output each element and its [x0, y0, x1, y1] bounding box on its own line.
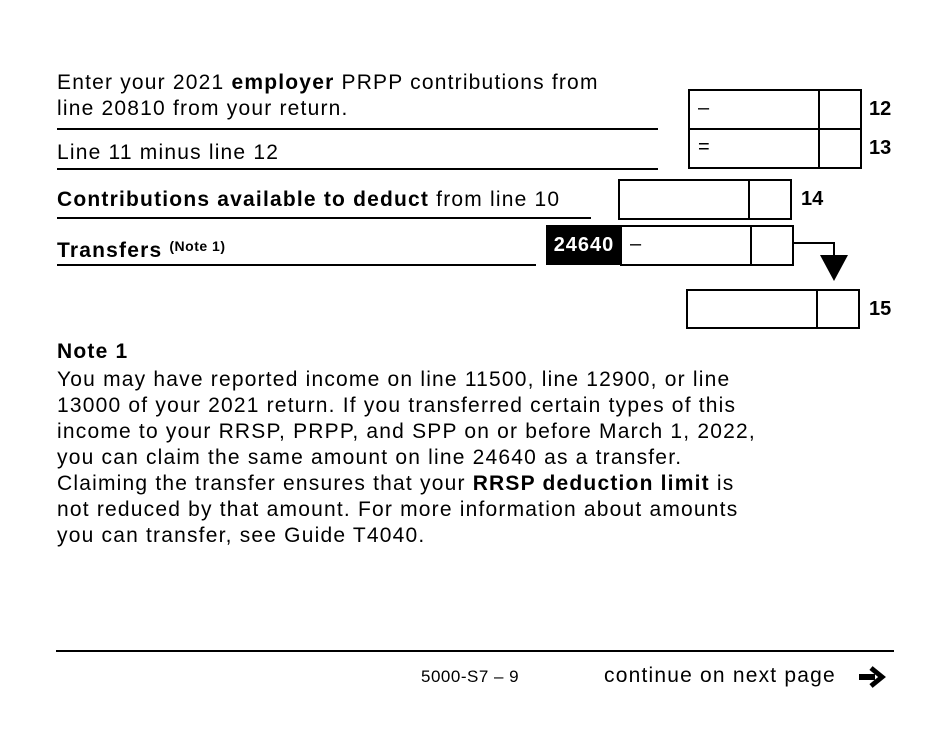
line14-underline	[57, 217, 591, 219]
transfers-underline	[57, 264, 536, 266]
line12-number: 12	[869, 98, 892, 120]
note-body	[57, 367, 756, 549]
line12-text-line2: line 20810 from your return.	[57, 97, 349, 120]
line12-text-bold: employer	[231, 71, 335, 94]
line13-amount-field[interactable]	[688, 128, 862, 169]
line15-cents-divider	[816, 289, 818, 329]
continue-link[interactable]	[604, 663, 836, 689]
line14-cents-divider	[748, 179, 750, 220]
note-line5-part1: Claiming the transfer ensures that your	[57, 472, 473, 495]
note-line1: You may have reported income on line 11500, line 12900, or line	[57, 368, 731, 391]
note-line7: you can transfer, see Guide T4040.	[57, 524, 426, 547]
footer-form-code: 5000-S7 – 9	[421, 667, 520, 686]
line13-cents-divider	[818, 128, 820, 169]
transfers-label: Transfers	[57, 239, 170, 262]
line14-text-bold: Contributions available to deduct	[57, 188, 430, 211]
arrow-right-icon	[858, 665, 888, 689]
line12-text-part2: PRPP contributions from	[334, 71, 599, 94]
line14-text-rest: from line 10	[429, 188, 561, 211]
note-line5	[57, 471, 756, 497]
note-title: Note 1	[57, 340, 129, 363]
line14-text	[57, 187, 560, 213]
line13-operator: =	[698, 136, 710, 158]
footer-divider	[56, 650, 894, 652]
continue-text: continue on next page	[604, 664, 836, 687]
line14-amount-field[interactable]	[618, 179, 792, 220]
transfers-cents-divider	[750, 225, 752, 266]
transfers-label-group	[57, 233, 226, 264]
note-line5-part2: is	[709, 472, 735, 495]
line14-number: 14	[801, 188, 824, 210]
line12-operator: –	[698, 97, 710, 119]
line13-text: Line 11 minus line 12	[57, 141, 280, 164]
line12-amount-field[interactable]	[688, 89, 862, 130]
transfers-line-code: 24640	[546, 225, 622, 265]
line13-underline	[57, 168, 658, 170]
transfers-note-ref: (Note 1)	[169, 238, 226, 254]
note-line3: income to your RRSP, PRPP, and SPP on or before March 1, 2022,	[57, 420, 756, 443]
transfers-operator: –	[630, 233, 642, 255]
arrow-down-icon	[790, 235, 850, 285]
line13-number: 13	[869, 137, 892, 159]
line12-text	[57, 70, 599, 122]
transfers-amount-field[interactable]	[620, 225, 794, 266]
note-line2: 13000 of your 2021 return. If you transferred certain types of this	[57, 394, 737, 417]
note-line6: not reduced by that amount. For more information about amounts	[57, 498, 739, 521]
line12-text-part1: Enter your 2021	[57, 71, 232, 94]
line12-underline	[57, 128, 658, 130]
line15-amount-field[interactable]	[686, 289, 860, 329]
line12-cents-divider	[818, 89, 820, 130]
note-line4: you can claim the same amount on line 24640 as a transfer.	[57, 446, 683, 469]
note-line5-bold: RRSP deduction limit	[472, 472, 710, 495]
line15-number: 15	[869, 298, 892, 320]
